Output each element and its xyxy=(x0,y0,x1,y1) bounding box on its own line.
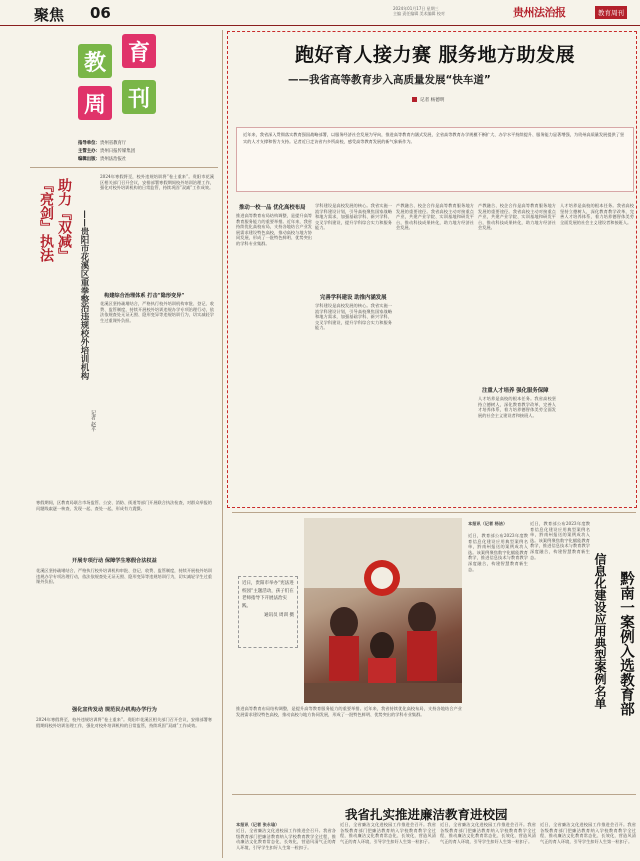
right-story-byline: 本报讯（记者 杨洁） xyxy=(468,521,508,526)
bottom-article-body-1: 近日，全省廉洁文化进校园工作推进会召开。我省各级教育部门把廉洁教育纳入学校教育教学全过程，推动廉洁文化教育常态化、长效化，营造风清气正的育人环境，引导学生扣好人生第一粒扣子。 xyxy=(236,828,336,850)
feature-subtitle: ——我省高等教育步入高质量发展“快车道” xyxy=(288,74,491,86)
photo-credit: 通讯员 周训 摄 xyxy=(264,613,294,618)
logo-char-1: 教 xyxy=(78,44,112,78)
edition-badge: 教育周刊 xyxy=(595,6,627,19)
feature-lead xyxy=(236,127,634,192)
issue-date: 2024年01月17日 星期三 xyxy=(393,6,439,11)
bottom-article-title: 我省扎实推进廉洁教育进校园 xyxy=(345,807,508,822)
section-title: 聚焦 xyxy=(34,6,65,24)
feature-section-2: 完善学科建设 助推内涵发展 xyxy=(320,295,387,301)
left-story-para-2: 花溪区坚持疏堵结合，严格执行校外培训机构审批、登记、收费、监管制度，持续开展校外培训违规办学专项治理行动，依法依规查处无证无照、隐形变异等违规培训行为，切实减轻学生过重课外负担。 xyxy=(100,301,214,323)
news-photo xyxy=(304,518,462,703)
left-story-para-1: 2024年寒假将至，校外违规培训将“卷土重来”。贵阳市花溪区相关部门召开会议，安排部署寒假期间校外培训治理工作，强化对校外培训机构的日常监管，持续巩固“双减”工作成效。 xyxy=(100,174,214,191)
feature-section-1: 推动一校一品 优化高校布局 xyxy=(239,205,306,211)
feature-para-2: 学科建设是高校发展的核心。我省实施一流学科建设计划，引导高校聚焦国家战略和地方需求，加强基础学科、新兴学科、交叉学科建设，提升学科综合实力和服务能力。 xyxy=(315,203,392,231)
meta-producer: 指导单位：贵州省教育厅 xyxy=(78,141,127,146)
byline-marker-icon xyxy=(412,97,417,102)
left-story-section-3: 强化宣传发动 规范民办机构办学行为 xyxy=(72,707,157,713)
left-story-head-1: 『亮剑』执法 xyxy=(38,178,54,262)
feature-para-6: 人才培养是高校的根本任务。我省高校坚持立德树人，深化教育教学改革，完善人才培养体系，着力培养德智体美劳全面发展的社会主义建设者和接班人。 xyxy=(478,396,556,418)
feature-lead-text: 近年来，我省深入贯彻落实教育强国战略部署，以服务经济社会发展为导向，推进高等教育内涵式发展，全省高等教育办学规模不断扩大、办学水平持续提升、服务能力显著增强，为贵州高质量发展提供了坚实的人才支撑和智力支持。记者近日走访省内多所高校，感受高等教育发展的新气象新作为。 xyxy=(243,132,625,144)
bottom-article-body-3: 近日，全省廉洁文化进校园工作推进会召开。我省各级教育部门把廉洁教育纳入学校教育教学全过程，推动廉洁文化教育常态化、长效化，营造风清气正的育人环境，引导学生扣好人生第一粒扣子。 xyxy=(440,822,536,844)
left-story-para-4: 花溪区坚持疏堵结合，严格执行校外培训机构审批、登记、收费、监管制度，持续开展校外培训违规办学专项治理行动，依法依规查处无证无照、隐形变异等违规培训行为，切实减轻学生过重课外负担。 xyxy=(36,568,212,585)
right-story-head-1: 黔南一案例入选教育部 xyxy=(618,571,634,716)
left-story-section-2: 开展专项行动 保障学生寒假合法权益 xyxy=(72,558,157,564)
feature-para-1: 推进高等教育布局结构调整，是提升高等教育服务能力的重要举措。近年来，我省持续优化高校布局，支持各地结合产业发展需求建设特色高校，推动高校与地方协同发展，形成了一批特色鲜明、优势突出的学科专业集群。 xyxy=(236,213,312,246)
feature-para-5: 产教融合、校企合作是高等教育服务地方发展的重要途径。我省高校主动对接重点产业，共建产业学院、实训基地和研发平台，推动科技成果转化，助力地方经济社会发展。 xyxy=(478,203,556,231)
column-logo xyxy=(78,34,160,122)
left-story-para-5: 2024年寒假将至，校外违规培训将“卷土重来”。贵阳市花溪区相关部门召开会议，安排部署寒假期间校外培训治理工作，强化对校外培训机构的日常监管，持续巩固“双减”工作成效。 xyxy=(36,717,212,728)
right-story xyxy=(466,517,638,787)
bottom-article-body-4: 近日，全省廉洁文化进校园工作推进会召开。我省各级教育部门把廉洁教育纳入学校教育教学全过程，推动廉洁文化教育常态化、长效化，营造风清气正的育人环境，引导学生扣好人生第一粒扣子。 xyxy=(540,822,636,844)
edition-info: 主编 责任编辑 美术编辑 校对 xyxy=(393,11,445,16)
date-line xyxy=(393,6,513,16)
feature-para-3: 学科建设是高校发展的核心。我省实施一流学科建设计划，引导高校聚焦国家战略和地方需求，加强基础学科、新兴学科、交叉学科建设，提升学科综合实力和服务能力。 xyxy=(315,303,392,331)
feature-para-4: 产教融合、校企合作是高等教育服务地方发展的重要途径。我省高校主动对接重点产业，共建产业学院、实训基地和研发平台，推动科技成果转化，助力地方经济社会发展。 xyxy=(396,203,474,231)
right-story-head-2: 信息化建设应用典型案例名单 xyxy=(593,553,607,709)
left-story-head-2: 助力『双减』 xyxy=(56,178,72,262)
left-story-subtitle: ——贵阳市花溪区重拳整治违规校外培训机构 xyxy=(79,210,89,380)
meta-editor: 编辑出版：贵州法治报社 xyxy=(78,157,127,162)
logo-char-4: 刊 xyxy=(122,80,156,114)
bottom-article-body-2: 近日，全省廉洁文化进校园工作推进会召开。我省各级教育部门把廉洁教育纳入学校教育教学全过程，推动廉洁文化教育常态化、长效化，营造风清气正的育人环境，引导学生扣好人生第一粒扣子。 xyxy=(340,822,436,844)
logo-char-3: 周 xyxy=(78,86,112,120)
bottom-article-byline: 本报讯（记者 张永瑜） xyxy=(236,822,280,827)
right-story-body: 近日，教育部公布2023年度教育信息化建设应用典型案例名单，黔南州报送的案例成功入选。该案例聚焦数字化赋能教育教学，推进信息技术与教育教学深度融合，构建智慧教育新生态。 xyxy=(468,533,528,572)
feature-para-7: 人才培养是高校的根本任务。我省高校坚持立德树人，深化教育教学改革，完善人才培养体系，着力培养德智体美劳全面发展的社会主义建设者和接班人。 xyxy=(560,203,634,225)
feature-section-4: 注重人才培养 强化服务保障 xyxy=(482,388,549,394)
photo-caption: 近日，贵阳市举办“宪法进校园”主题活动，孩子们在老师指导下开展法治实践。 通讯员 周训 摄 xyxy=(238,576,298,648)
left-story-section-1: 构建综合治理体系 打击“隐形变异” xyxy=(104,293,185,299)
right-story-body-2: 近日，教育部公布2023年度教育信息化建设应用典型案例名单，黔南州报送的案例成功入选。该案例聚焦数字化赋能教育教学，推进信息技术与教育教学深度融合，构建智慧教育新生态。 xyxy=(530,521,590,560)
photo-story-body: 推进高等教育布局结构调整，是提升高等教育服务能力的重要举措。近年来，我省持续优化高校布局，支持各地结合产业发展需求建设特色高校，推动高校与地方协同发展，形成了一批特色鲜明、优势突出的学科专业集群。 xyxy=(236,706,462,717)
left-meta xyxy=(78,140,170,164)
left-story-byline: 记者 赵平 xyxy=(90,410,96,432)
feature-title: 跑好育人接力赛 服务地方助发展 xyxy=(294,44,576,66)
page-number: 06 xyxy=(90,4,111,22)
left-story-para-3: 寒假期间，区教育局联合市场监管、公安、消防、街道等部门开展联合执法检查，对群众举报的问题线索逐一核查，发现一起、查处一起，形成有力震慑。 xyxy=(36,500,212,511)
meta-sponsor: 主管主办：贵州日报传媒集团 xyxy=(78,149,136,154)
logo-char-2: 育 xyxy=(122,34,156,68)
photo-illustration xyxy=(304,518,462,703)
left-story xyxy=(34,170,214,500)
feature-byline: 记者 杨德明 xyxy=(412,97,444,103)
paper-name: 贵州法治报 xyxy=(513,6,566,19)
